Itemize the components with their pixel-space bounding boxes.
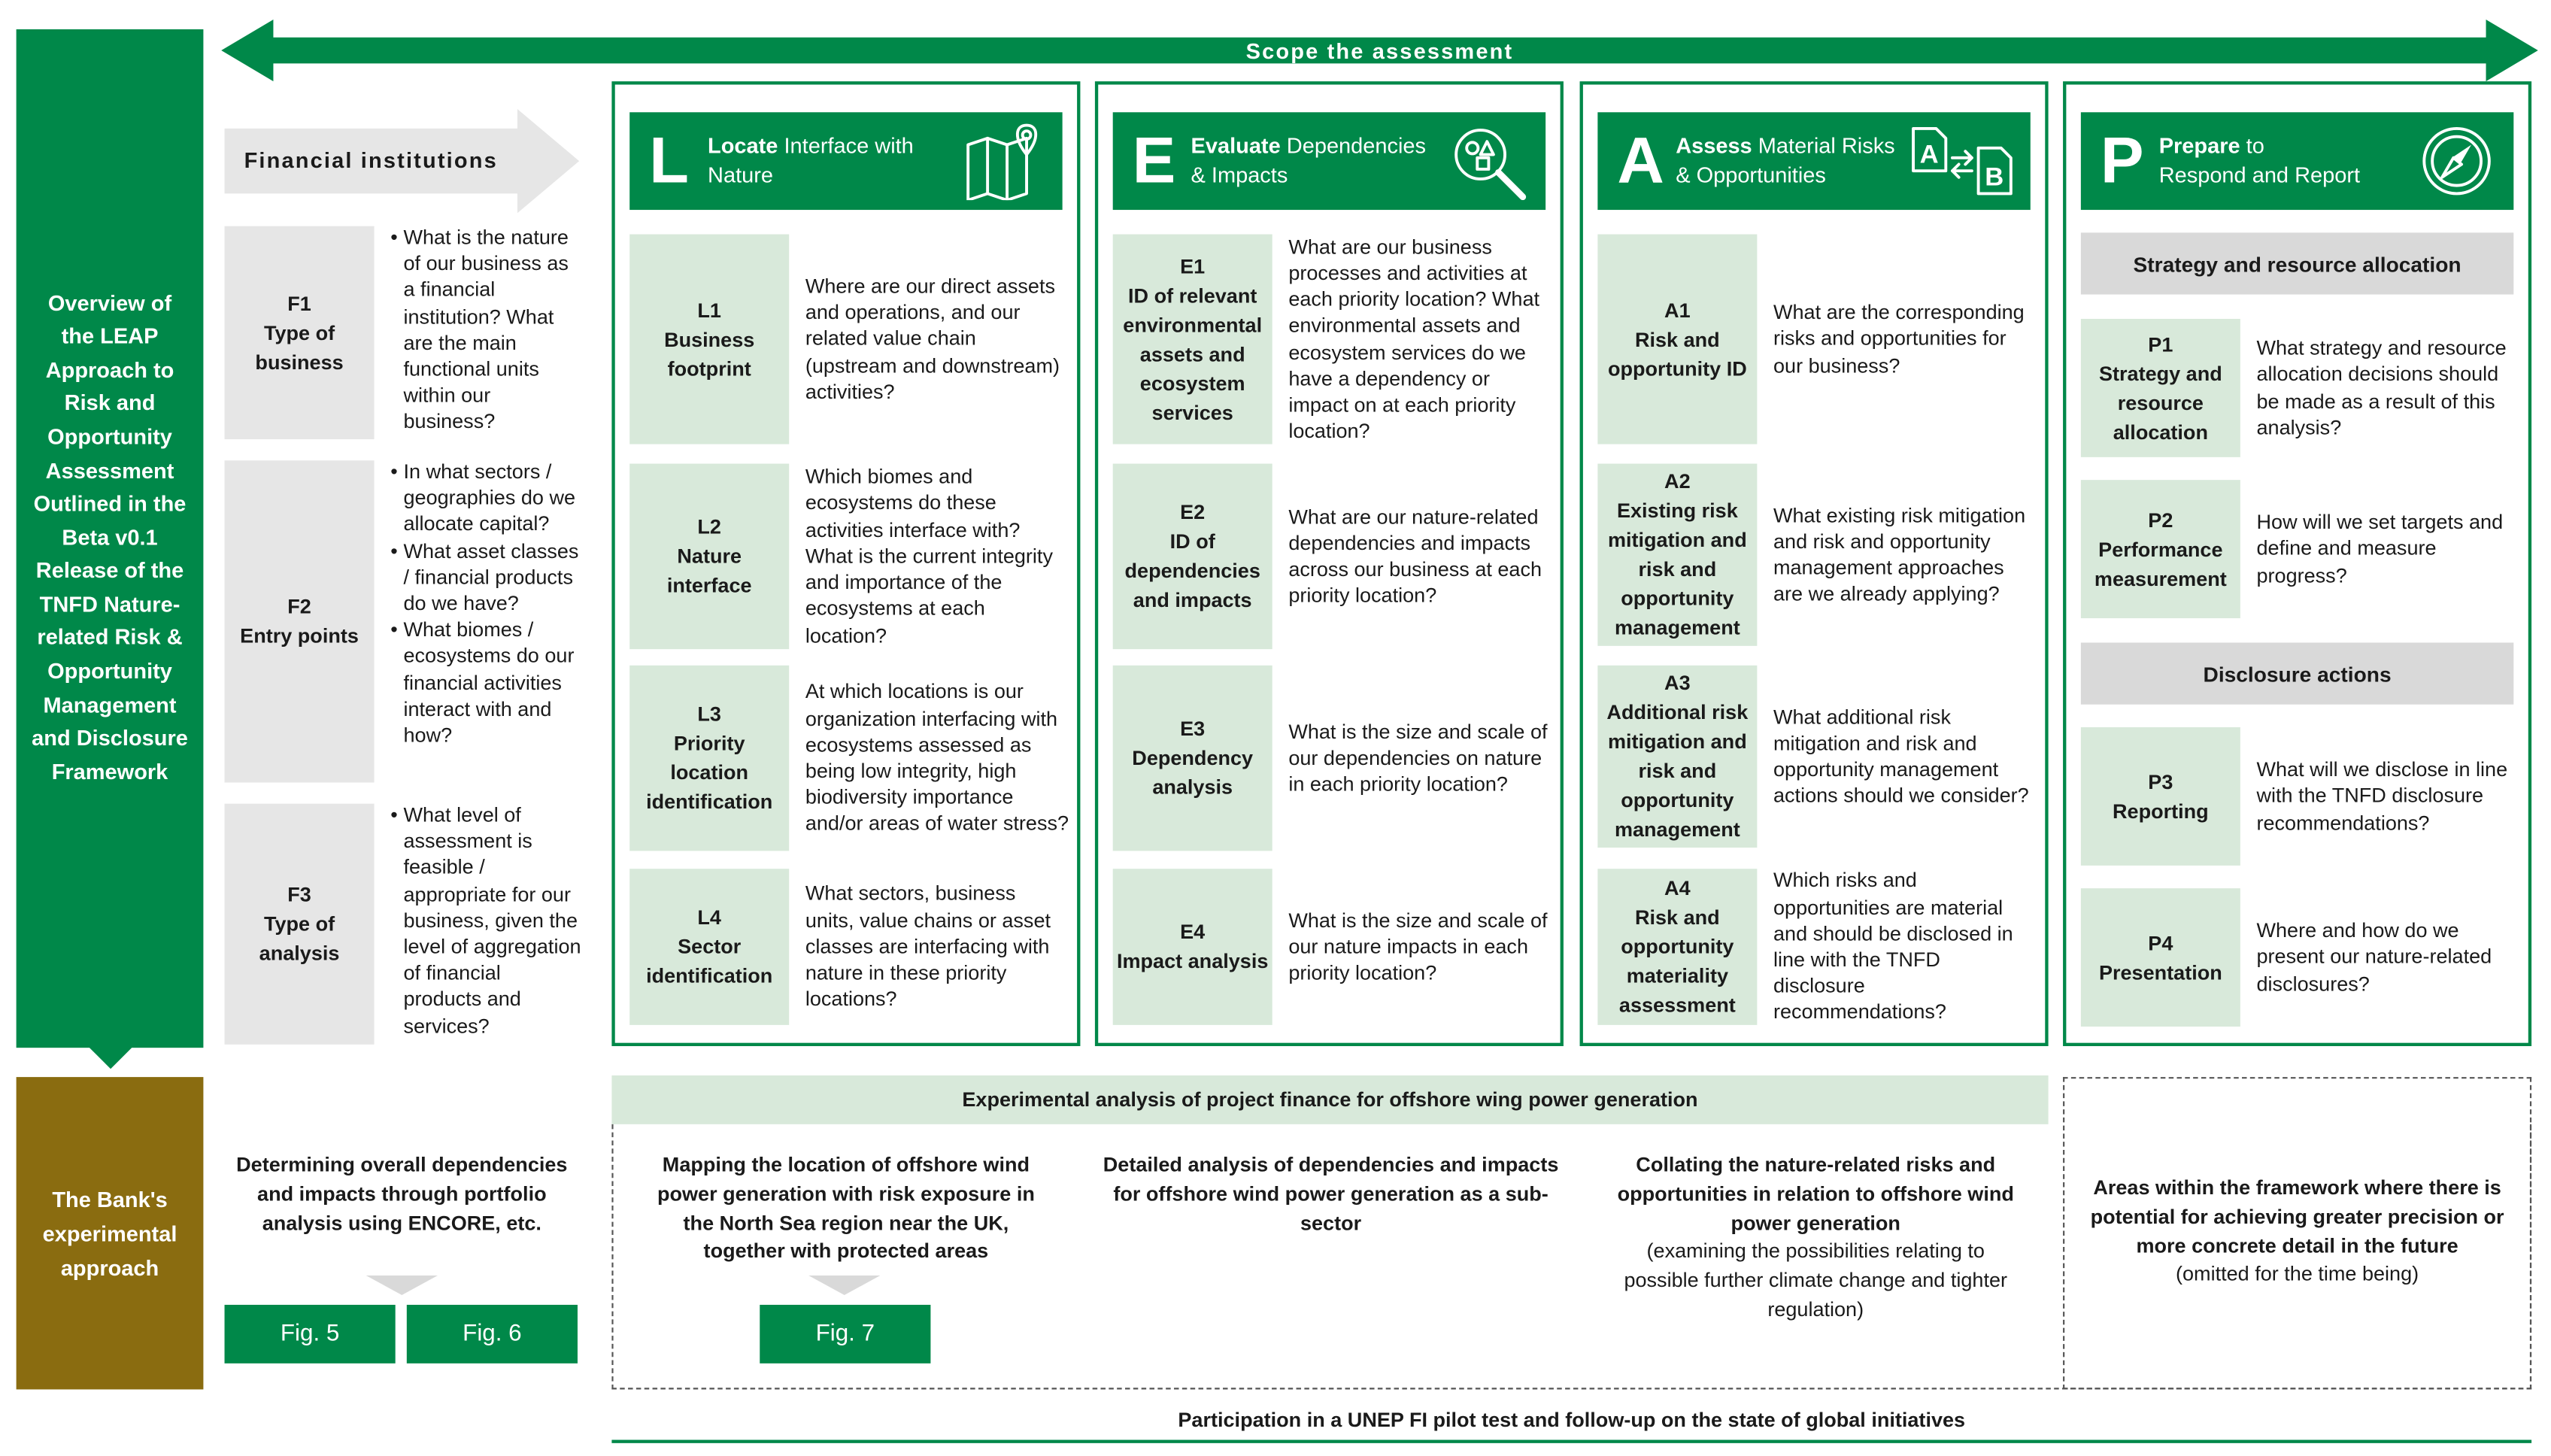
step-p1-box <box>2081 319 2240 457</box>
f-step-name: Type of business <box>255 321 344 374</box>
f-question: • In what sectors / geographies do we allocate capital? <box>390 459 582 538</box>
step-e1-box <box>1113 235 1272 444</box>
phase-title-bold: Assess <box>1676 133 1752 158</box>
phase-p-header <box>2081 112 2513 210</box>
f-question-list <box>390 802 582 1039</box>
step-p2-question: How will we set targets and define and measure progress? <box>2256 511 2504 587</box>
fig-5-button[interactable]: Fig. 5 <box>225 1305 396 1363</box>
step-p1-question: What strategy and resource allocation decisions should be made as a result of this analysis? <box>2256 337 2507 439</box>
overview-down-arrow-icon <box>88 1046 134 1069</box>
p-experimental-note: (omitted for the time being) <box>2176 1263 2419 1286</box>
step-p2-box <box>2081 480 2240 618</box>
step-e3-question: What is the size and scale of our dependencies on nature in each priority location? <box>1288 720 1548 796</box>
step-name: Risk and opportunity materiality assessment <box>1618 905 1736 1018</box>
step-code: L2 <box>697 515 721 539</box>
step-a3-box <box>1597 666 1757 848</box>
step-a2-question: What existing risk mitigation and risk and opportunity management approaches are we already applying? <box>1773 503 2026 606</box>
step-name: Reporting <box>2113 799 2209 823</box>
step-code: A1 <box>1664 298 1691 322</box>
f-question: • What level of assessment is feasible / appropriate for our business, given the level of aggregation of financial products and services? <box>390 802 582 1039</box>
a-experimental-bold: Collating the nature-related risks and opportunities in relation to offshore wind power generation <box>1617 1153 2014 1235</box>
step-e4-box <box>1113 869 1272 1025</box>
step-name: Impact analysis <box>1116 950 1269 973</box>
step-a4-box <box>1597 869 1757 1025</box>
phase-title-line2: & Impacts <box>1191 162 1288 187</box>
step-name: Priority location identification <box>646 732 773 814</box>
phase-e-header <box>1113 112 1545 210</box>
step-name: ID of relevant environmental assets and ecosystem services <box>1123 284 1263 424</box>
f-step-name: Entry points <box>240 624 359 648</box>
phase-title-line2: Respond and Report <box>2158 162 2361 187</box>
step-l4-question: What sectors, business units, value chains or asset classes are interfacing with nature in these priority locations? <box>805 882 1051 1012</box>
f-question: • What is the nature of our business as a financial institution? What are the main functional units within our business? <box>390 225 582 435</box>
step-name: Additional risk mitigation and risk and opportunity management <box>1606 701 1749 842</box>
step-code: L3 <box>697 702 721 726</box>
experimental-header: Experimental analysis of project finance for offshore wing power generation <box>611 1075 2048 1124</box>
step-code: A2 <box>1664 470 1691 493</box>
step-p4-question: Where and how do we present our nature-related disclosures? <box>2256 919 2492 996</box>
footer-text: Participation in a UNEP FI pilot test and follow-up on the state of global initiatives <box>1178 1409 1966 1432</box>
step-code: A4 <box>1664 877 1691 900</box>
a-experimental-note: (examining the possibilities relating to possible further climate change and tighter regulation) <box>1624 1240 2008 1321</box>
f-step-box <box>225 804 375 1045</box>
p-experimental-text <box>2079 1175 2516 1291</box>
phase-title <box>2159 132 2360 190</box>
bank-approach-label: The Bank's experimental approach <box>17 1077 204 1389</box>
phase-title-bold: Locate <box>708 133 778 158</box>
phase-title <box>1676 132 1894 190</box>
step-code: L4 <box>697 905 721 930</box>
step-code: L1 <box>697 298 721 322</box>
f-step-questions <box>390 225 582 435</box>
step-code: P3 <box>2148 770 2173 793</box>
phase-letter: A <box>1617 125 1664 197</box>
fig-7-button[interactable]: Fig. 7 <box>760 1305 930 1363</box>
step-l2-question: Which biomes and ecosystems do these activities interface with? What is the current integrity and importance of the ecosystems at each location? <box>805 466 1053 647</box>
f-step-code: F3 <box>287 883 311 906</box>
p-experimental-bold: Areas within the framework where there is potential for achieving greater precision or more concrete detail in the future <box>2090 1176 2504 1257</box>
f-question-list <box>390 225 582 435</box>
f-step-box <box>225 226 375 439</box>
step-e4-question: What is the size and scale of our nature impacts in each priority location? <box>1288 908 1548 984</box>
step-e3-box <box>1113 666 1272 851</box>
fig-pointer-icon <box>808 1276 880 1295</box>
step-l4-box <box>629 869 789 1025</box>
phase-title-bold: Prepare <box>2158 133 2240 158</box>
f-experimental-text: Determining overall dependencies and impacts through portfolio analysis using ENCORE, etc. <box>236 1153 568 1235</box>
step-code: P2 <box>2148 508 2173 532</box>
step-a1-box <box>1597 235 1757 444</box>
step-code: E3 <box>1180 717 1206 741</box>
svg-text:B: B <box>1985 162 2004 192</box>
subhead-disclosure: Disclosure actions <box>2081 643 2513 705</box>
financial-institutions-label: Financial institutions <box>244 147 498 173</box>
phase-title-rest: Interface with <box>784 133 914 158</box>
f-step-questions <box>390 459 582 749</box>
step-name: Presentation <box>2098 960 2222 984</box>
f-step-box <box>225 460 375 782</box>
document-exchange-icon <box>1906 122 2020 200</box>
f-step-name: Type of analysis <box>259 912 340 965</box>
step-a3-question: What additional risk mitigation and risk and opportunity management actions should we consider? <box>1773 705 2029 808</box>
phase-title-line2: Nature <box>708 162 774 187</box>
f-question: • What asset classes / financial products do we have? <box>390 538 582 617</box>
step-e1-question: What are our business processes and activities at each priority location? What environmental assets and ecosystem services do we have a dependency or impact on at each priority location? <box>1288 235 1540 443</box>
step-name: Existing risk mitigation and risk and opportunity management <box>1607 499 1747 640</box>
a-experimental-text <box>1607 1152 2024 1326</box>
phase-letter: L <box>649 125 690 197</box>
f-step-code: F2 <box>287 595 311 619</box>
phase-title <box>708 132 914 190</box>
step-p3-box <box>2081 727 2240 866</box>
phase-l-header <box>629 112 1062 210</box>
overview-label: Overview of the LEAP Approach to Risk and Opportunity Assessment Outlined in the Beta v0.1 Release of the TNFD Nature-related Risk & Opportunity Management and Disclosure Framework <box>17 29 204 1048</box>
f-step-code: F1 <box>287 292 311 315</box>
step-p4-box <box>2081 888 2240 1027</box>
step-a1-question: What are the corresponding risks and opportunities for our business? <box>1773 301 2025 378</box>
svg-text:A: A <box>1919 140 1939 169</box>
fig-6-button[interactable]: Fig. 6 <box>407 1305 578 1363</box>
step-code: A3 <box>1664 672 1691 695</box>
step-code: E2 <box>1180 501 1206 524</box>
phase-title-rest: Material Risks <box>1758 133 1895 158</box>
step-code: P1 <box>2148 332 2173 356</box>
step-name: Dependency analysis <box>1132 746 1254 799</box>
step-l1-question: Where are our direct assets and operations, and our related value chain (upstream and downstream) activities? <box>805 275 1060 404</box>
fig-pointer-icon <box>366 1276 438 1295</box>
phase-title-line2: & Opportunities <box>1676 162 1826 187</box>
compass-icon <box>2416 122 2498 200</box>
step-name: Business footprint <box>664 327 755 381</box>
step-code: E1 <box>1180 254 1206 278</box>
l-experimental-text: Mapping the location of offshore wind power generation with risk exposure in the North Sea region near the UK, together with protected areas <box>657 1153 1035 1263</box>
phase-letter: P <box>2100 125 2144 197</box>
step-name: Risk and opportunity ID <box>1607 327 1747 381</box>
phase-a-header <box>1597 112 2030 210</box>
f-step-questions <box>390 802 582 1039</box>
step-a2-box <box>1597 464 1757 646</box>
f-question-list <box>390 459 582 749</box>
phase-letter: E <box>1132 125 1176 197</box>
step-name: Nature interface <box>666 544 752 597</box>
step-a4-question: Which risks and opportunities are material and should be disclosed in line with the TNFD disclosure recommendations? <box>1773 869 2013 1024</box>
step-name: Sector identification <box>646 935 773 988</box>
magnifier-icon <box>1448 122 1529 200</box>
step-l1-box <box>629 235 789 444</box>
step-name: Performance measurement <box>2094 537 2227 590</box>
step-code: E4 <box>1180 921 1206 944</box>
phase-title-rest: Dependencies <box>1286 133 1427 158</box>
map-pin-icon <box>965 122 1046 200</box>
phase-title-bold: Evaluate <box>1191 133 1281 158</box>
step-l3-question: At which locations is our organization interfacing with ecosystems assessed as being low integrity, high biodiversity importance and/or areas of water stress? <box>805 681 1069 836</box>
step-e2-box <box>1113 464 1272 650</box>
f-question: • What biomes / ecosystems do our financial activities interact with and how? <box>390 617 582 748</box>
scope-label: Scope the assessment <box>1245 38 1514 63</box>
phase-title-rest: to <box>2246 133 2264 158</box>
step-l3-box <box>629 666 789 851</box>
step-e2-question: What are our nature-related dependencies and impacts across our business at each priority location? <box>1288 505 1542 608</box>
footer-divider <box>611 1440 2531 1443</box>
step-code: P4 <box>2148 931 2173 954</box>
subhead-strategy: Strategy and resource allocation <box>2081 232 2513 294</box>
e-experimental-text: Detailed analysis of dependencies and impacts for offshore wind power generation as a sub-sector <box>1103 1153 1559 1235</box>
phase-title <box>1191 132 1426 190</box>
step-name: Strategy and resource allocation <box>2098 362 2222 444</box>
step-p3-question: What will we disclose in line with the TNFD disclosure recommendations? <box>2256 758 2508 834</box>
step-name: ID of dependencies and impacts <box>1124 530 1260 612</box>
step-l2-box <box>629 464 789 650</box>
